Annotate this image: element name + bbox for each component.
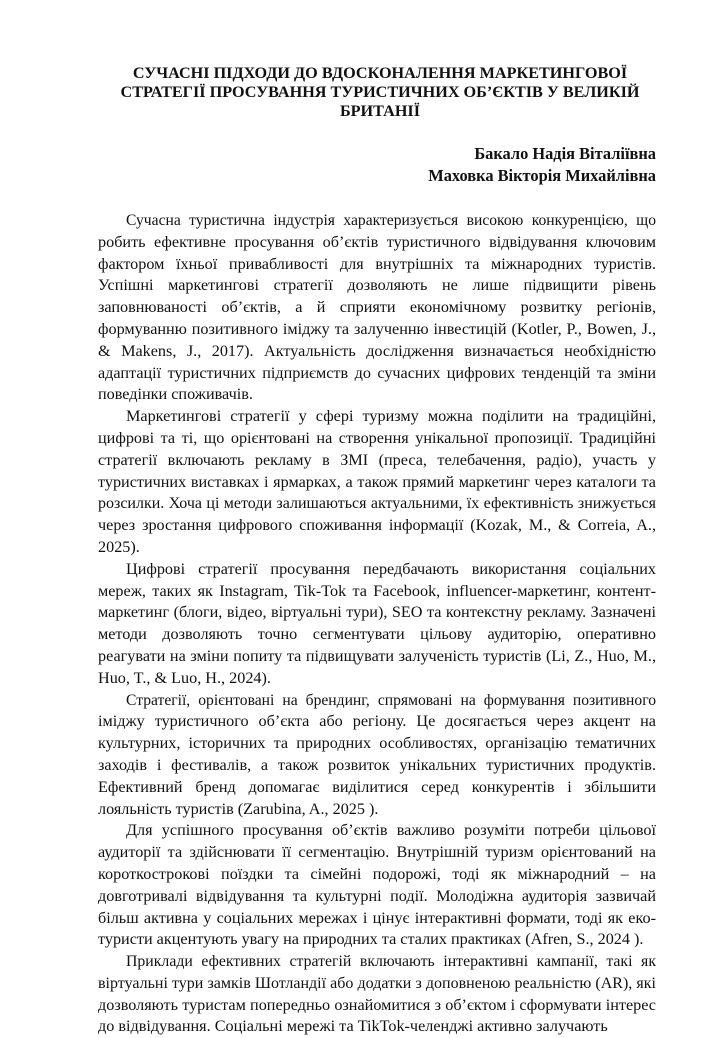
paragraph-line: лояльність туристів (Zarubina, A., 2025 ). xyxy=(98,799,379,818)
body-paragraph xyxy=(98,951,656,1038)
paragraph-line: Ефективний бренд допомагає виділитися серед конкурентів і збільшити xyxy=(98,777,656,796)
paragraph-line: до відвідування. Соціальні мережі та TikTok-челенджі активно залучають xyxy=(98,1017,608,1036)
paragraph-line: формуванню позитивного іміджу та залученню інвестицій (Kotler, P., Bowen, J., xyxy=(98,319,656,338)
paragraph-line: & Makens, J., 2017). Актуальність дослідження визначається необхідністю xyxy=(98,341,656,360)
body-text xyxy=(98,210,656,1038)
paragraph-line: заповнюваності об’єктів, а й сприяти економічному розвитку регіонів, xyxy=(98,298,656,317)
paragraph-line: маркетинг (блоги, відео, віртуальні тури), SEO та контекстну рекламу. Зазначені xyxy=(98,603,656,622)
paragraph-line: поведінки споживачів. xyxy=(98,385,253,404)
paragraph-line: методи дозволяють точно сегментувати цільову аудиторію, оперативно xyxy=(98,625,656,644)
paragraph-line: Маркетингові стратегії у сфері туризму можна поділити на традиційні, xyxy=(126,407,656,426)
paragraph-line: через зростання цифрового споживання інформації (Kozak, M., & Correia, A., xyxy=(98,516,656,535)
body-paragraph xyxy=(98,690,656,821)
body-paragraph xyxy=(98,559,656,690)
paragraph-line: віртуальні тури замків Шотландії або додатки з доповненою реальністю (AR), які xyxy=(98,974,656,992)
paragraph-line: Huo, T., & Luo, H., 2024). xyxy=(98,668,271,687)
paragraph-line: Приклади ефективних стратегій включають інтерактивні кампанії, такі як xyxy=(126,953,656,971)
author-list xyxy=(98,143,656,187)
body-paragraph xyxy=(98,406,656,559)
title-line: СУЧАСНІ ПІДХОДИ ДО ВДОСКОНАЛЕННЯ МАРКЕТИНГОВОЇ xyxy=(132,64,628,82)
author-name: Маховка Вікторія Михайлівна xyxy=(428,166,656,185)
paragraph-line: Стратегії, орієнтовані на брендинг, спрямовані на формування позитивного xyxy=(126,691,656,709)
author-name: Бакало Надія Віталіївна xyxy=(474,144,656,163)
paragraph-line: адаптації туристичних підприємств до сучасних цифрових тенденцій та зміни xyxy=(98,363,656,382)
paragraph-line: туристи акцентують увагу на природних та сталих практиках (Afren, S., 2024 ). xyxy=(98,930,644,949)
paragraph-line: 2025). xyxy=(98,537,140,556)
paragraph-line: аудиторії та здійснювати її сегментацію. Внутрішній туризм орієнтований на xyxy=(98,843,656,862)
paragraph-line: іміджу туристичного об’єкта або регіону. Це досягається через акцент на xyxy=(98,712,656,731)
document-title xyxy=(98,64,656,121)
paragraph-line: фактором їхньої привабливості для внутрішніх та міжнародних туристів. xyxy=(98,254,656,273)
paragraph-line: довготривалі відвідування та культурні події. Молодіжна аудиторія зазвичай xyxy=(98,886,656,905)
paragraph-line: стратегії включають рекламу в ЗМІ (преса, телебачення, радіо), участь у xyxy=(98,450,656,469)
paragraph-line: дозволяють туристам попередньо ознайомитися з об’єктом і сформувати інтерес xyxy=(98,995,656,1014)
paragraph-line: Для успішного просування об’єктів важливо розуміти потреби цільової xyxy=(126,821,656,840)
paragraph-line: Цифрові стратегії просування передбачають використання соціальних xyxy=(126,559,656,578)
paragraph-line: заходів і фестивалів, а також розвиток унікальних туристичних продуктів. xyxy=(98,755,656,774)
paragraph-line: культурних, історичних та природних особливостях, організацію тематичних xyxy=(98,734,656,753)
paragraph-line: розсилки. Хоча ці методи залишаються актуальними, їх ефективність знижується xyxy=(98,495,656,513)
document-page xyxy=(98,64,656,1038)
paragraph-line: мереж, таких як Instagram, Tik-Tok та Facebook, influencer-маркетинг, контент- xyxy=(98,581,656,600)
body-paragraph xyxy=(98,210,656,406)
paragraph-line: Сучасна туристична індустрія характеризується високою конкуренцією, що xyxy=(126,212,656,229)
paragraph-line: короткострокові поїздки та сімейні подорожі, тоді як міжнародний – на xyxy=(98,864,656,883)
title-line: БРИТАНІЇ xyxy=(339,102,421,120)
paragraph-line: робить ефективне просування об’єктів туристичного відвідування ключовим xyxy=(98,232,656,251)
paragraph-line: Успішні маркетингові стратегії дозволяють не лише підвищити рівень xyxy=(98,276,656,295)
paragraph-line: цифрові та ті, що орієнтовані на створення унікальної пропозиції. Традиційні xyxy=(98,428,656,447)
title-line: СТРАТЕГІЇ ПРОСУВАННЯ ТУРИСТИЧНИХ ОБ’ЄКТІВ У ВЕЛИКІЙ xyxy=(120,83,640,101)
body-paragraph xyxy=(98,820,656,951)
paragraph-line: туристичних виставках і ярмарках, а також прямий маркетинг через каталоги та xyxy=(98,472,656,491)
paragraph-line: більш активна у соціальних мережах і цінує інтерактивні формати, тоді як еко- xyxy=(98,908,656,927)
paragraph-line: реагувати на зміни попиту та підвищувати залученість туристів (Li, Z., Huo, M., xyxy=(98,646,656,665)
